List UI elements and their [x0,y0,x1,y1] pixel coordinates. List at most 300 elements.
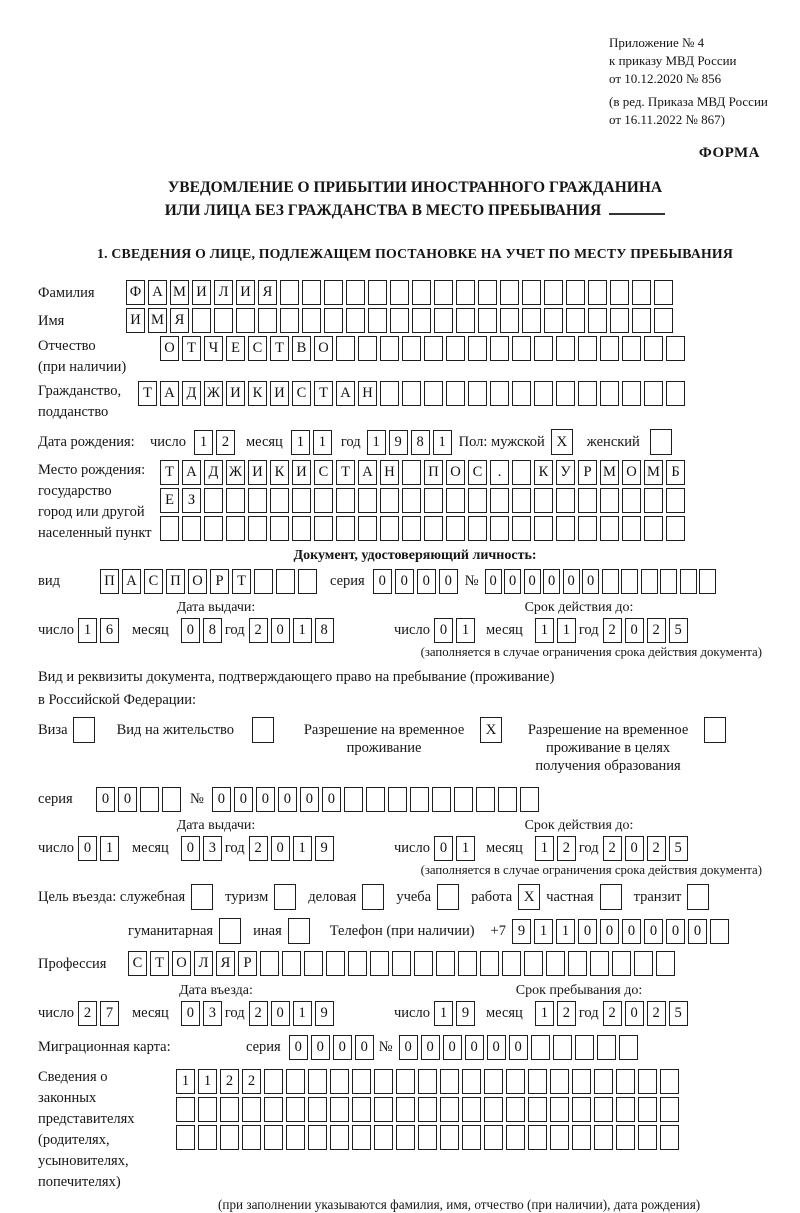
char-cell[interactable]: 5 [669,618,688,643]
char-cell[interactable]: 1 [176,1069,195,1094]
char-cell[interactable]: 3 [203,1001,222,1026]
char-cell[interactable] [520,787,539,812]
char-cell[interactable]: А [182,460,201,485]
char-cell[interactable]: 2 [603,836,622,861]
char-cell[interactable] [352,1069,371,1094]
char-cell[interactable] [500,280,519,305]
purpose-humanitarian-checkbox[interactable] [219,918,241,944]
char-cell[interactable] [374,1097,393,1122]
char-cell[interactable] [512,381,531,406]
char-cell[interactable]: Ж [204,381,223,406]
char-cell[interactable] [286,1069,305,1094]
char-cell[interactable] [402,516,421,541]
char-cell[interactable]: 0 [96,787,115,812]
char-cell[interactable] [292,488,311,513]
char-cell[interactable] [308,1125,327,1150]
char-cell[interactable]: Ж [226,460,245,485]
char-cell[interactable]: О [446,460,465,485]
char-cell[interactable]: Б [666,460,685,485]
char-cell[interactable]: 0 [212,787,231,812]
char-cell[interactable]: 0 [256,787,275,812]
char-cell[interactable]: 2 [249,618,268,643]
char-cell[interactable] [418,1125,437,1150]
char-cell[interactable]: С [128,951,147,976]
char-cell[interactable]: 9 [512,919,531,944]
char-cell[interactable] [468,381,487,406]
char-cell[interactable] [204,488,223,513]
char-cell[interactable] [644,381,663,406]
char-cell[interactable] [594,1069,613,1094]
char-cell[interactable]: И [292,460,311,485]
char-cell[interactable] [512,460,531,485]
char-cell[interactable]: Т [182,336,201,361]
char-cell[interactable] [556,516,575,541]
char-cell[interactable] [418,1097,437,1122]
char-cell[interactable]: Я [258,280,277,305]
char-cell[interactable] [280,280,299,305]
char-cell[interactable] [588,308,607,333]
char-cell[interactable] [374,1125,393,1150]
char-cell[interactable]: 1 [293,836,312,861]
char-cell[interactable]: И [192,280,211,305]
char-cell[interactable]: Т [336,460,355,485]
char-cell[interactable] [572,1125,591,1150]
char-cell[interactable] [264,1125,283,1150]
char-cell[interactable] [468,488,487,513]
char-cell[interactable]: 0 [625,618,644,643]
char-cell[interactable] [622,336,641,361]
char-cell[interactable]: 0 [355,1035,374,1060]
char-cell[interactable]: . [490,460,509,485]
char-cell[interactable] [612,951,631,976]
char-cell[interactable]: У [556,460,575,485]
char-cell[interactable]: 8 [411,430,430,455]
char-cell[interactable]: 0 [543,569,560,594]
char-cell[interactable]: С [144,569,163,594]
purpose-transit-checkbox[interactable] [687,884,709,910]
char-cell[interactable] [432,787,451,812]
char-cell[interactable] [654,308,673,333]
char-cell[interactable] [314,488,333,513]
char-cell[interactable] [302,280,321,305]
char-cell[interactable] [402,381,421,406]
char-cell[interactable] [358,488,377,513]
char-cell[interactable] [566,280,585,305]
char-cell[interactable]: К [534,460,553,485]
char-cell[interactable] [286,1125,305,1150]
char-cell[interactable]: А [358,460,377,485]
char-cell[interactable] [418,1069,437,1094]
char-cell[interactable]: И [126,308,145,333]
char-cell[interactable] [436,951,455,976]
char-cell[interactable] [458,951,477,976]
char-cell[interactable]: 9 [315,1001,334,1026]
char-cell[interactable]: 2 [557,1001,576,1026]
char-cell[interactable] [590,951,609,976]
char-cell[interactable]: 1 [198,1069,217,1094]
char-cell[interactable] [632,280,651,305]
char-cell[interactable] [490,516,509,541]
char-cell[interactable]: 0 [465,1035,484,1060]
char-cell[interactable] [600,488,619,513]
char-cell[interactable]: 0 [322,787,341,812]
char-cell[interactable] [478,308,497,333]
char-cell[interactable] [402,460,421,485]
char-cell[interactable]: М [644,460,663,485]
char-cell[interactable] [302,308,321,333]
char-cell[interactable] [512,516,531,541]
char-cell[interactable] [424,381,443,406]
char-cell[interactable] [392,951,411,976]
char-cell[interactable] [292,516,311,541]
char-cell[interactable]: М [600,460,619,485]
char-cell[interactable]: 0 [181,1001,200,1026]
char-cell[interactable]: Р [238,951,257,976]
char-cell[interactable] [220,1097,239,1122]
char-cell[interactable] [610,280,629,305]
char-cell[interactable] [182,516,201,541]
char-cell[interactable] [600,336,619,361]
char-cell[interactable] [454,787,473,812]
char-cell[interactable]: Т [314,381,333,406]
char-cell[interactable]: 2 [603,1001,622,1026]
char-cell[interactable] [654,280,673,305]
char-cell[interactable]: 0 [311,1035,330,1060]
char-cell[interactable]: 1 [100,836,119,861]
purpose-private-checkbox[interactable] [600,884,622,910]
char-cell[interactable]: 0 [434,618,453,643]
visa-checkbox[interactable] [73,717,95,743]
char-cell[interactable] [528,1097,547,1122]
char-cell[interactable] [476,787,495,812]
char-cell[interactable] [524,951,543,976]
char-cell[interactable] [140,787,159,812]
char-cell[interactable] [270,488,289,513]
char-cell[interactable]: 0 [271,618,290,643]
purpose-other-checkbox[interactable] [288,918,310,944]
char-cell[interactable]: 9 [456,1001,475,1026]
char-cell[interactable] [282,951,301,976]
sex-male-checkbox[interactable]: X [551,429,573,455]
char-cell[interactable]: 2 [249,1001,268,1026]
char-cell[interactable]: О [160,336,179,361]
char-cell[interactable]: 0 [443,1035,462,1060]
char-cell[interactable] [220,1125,239,1150]
char-cell[interactable] [176,1125,195,1150]
char-cell[interactable] [446,516,465,541]
char-cell[interactable] [176,1097,195,1122]
char-cell[interactable] [330,1069,349,1094]
char-cell[interactable] [710,919,729,944]
char-cell[interactable]: 0 [434,836,453,861]
char-cell[interactable] [402,336,421,361]
char-cell[interactable] [498,787,517,812]
char-cell[interactable] [594,1125,613,1150]
char-cell[interactable]: 1 [293,618,312,643]
char-cell[interactable] [264,1097,283,1122]
char-cell[interactable]: З [182,488,201,513]
char-cell[interactable]: А [336,381,355,406]
char-cell[interactable] [242,1097,261,1122]
char-cell[interactable] [594,1097,613,1122]
char-cell[interactable] [242,1125,261,1150]
char-cell[interactable]: П [166,569,185,594]
char-cell[interactable] [512,488,531,513]
char-cell[interactable] [578,488,597,513]
char-cell[interactable] [352,1125,371,1150]
char-cell[interactable] [330,1097,349,1122]
char-cell[interactable]: 0 [78,836,97,861]
char-cell[interactable]: 2 [603,618,622,643]
char-cell[interactable] [588,280,607,305]
char-cell[interactable] [440,1097,459,1122]
char-cell[interactable] [198,1125,217,1150]
residence-permit-checkbox[interactable] [252,717,274,743]
char-cell[interactable] [226,516,245,541]
char-cell[interactable]: 1 [535,1001,554,1026]
char-cell[interactable] [254,569,273,594]
char-cell[interactable] [308,1097,327,1122]
char-cell[interactable] [666,381,685,406]
char-cell[interactable] [368,280,387,305]
char-cell[interactable] [534,336,553,361]
char-cell[interactable] [660,1097,679,1122]
char-cell[interactable] [641,569,658,594]
char-cell[interactable] [462,1069,481,1094]
char-cell[interactable]: 2 [249,836,268,861]
char-cell[interactable]: 0 [688,919,707,944]
char-cell[interactable]: 0 [289,1035,308,1060]
char-cell[interactable]: Н [358,381,377,406]
char-cell[interactable] [314,516,333,541]
char-cell[interactable]: С [468,460,487,485]
char-cell[interactable] [440,1125,459,1150]
purpose-tourism-checkbox[interactable] [274,884,296,910]
char-cell[interactable] [434,280,453,305]
char-cell[interactable] [248,488,267,513]
char-cell[interactable]: К [248,381,267,406]
char-cell[interactable] [326,951,345,976]
char-cell[interactable]: И [226,381,245,406]
char-cell[interactable]: 8 [203,618,222,643]
char-cell[interactable]: О [622,460,641,485]
char-cell[interactable]: Е [160,488,179,513]
char-cell[interactable] [480,951,499,976]
char-cell[interactable]: О [314,336,333,361]
char-cell[interactable] [346,308,365,333]
char-cell[interactable]: О [172,951,191,976]
char-cell[interactable] [410,787,429,812]
char-cell[interactable] [358,516,377,541]
char-cell[interactable] [578,516,597,541]
char-cell[interactable]: С [248,336,267,361]
temp-residence-checkbox[interactable]: X [480,717,502,743]
char-cell[interactable]: Н [380,460,399,485]
char-cell[interactable]: 7 [100,1001,119,1026]
char-cell[interactable]: 0 [333,1035,352,1060]
char-cell[interactable]: 1 [557,618,576,643]
char-cell[interactable]: 0 [300,787,319,812]
char-cell[interactable]: 0 [271,1001,290,1026]
char-cell[interactable] [358,336,377,361]
char-cell[interactable] [638,1125,657,1150]
char-cell[interactable]: 2 [557,836,576,861]
char-cell[interactable] [214,308,233,333]
char-cell[interactable] [324,308,343,333]
char-cell[interactable] [550,1069,569,1094]
char-cell[interactable]: 1 [456,836,475,861]
char-cell[interactable] [440,1069,459,1094]
char-cell[interactable] [616,1125,635,1150]
char-cell[interactable] [248,516,267,541]
char-cell[interactable] [534,516,553,541]
char-cell[interactable] [446,336,465,361]
sex-female-checkbox[interactable] [650,429,672,455]
char-cell[interactable] [656,951,675,976]
char-cell[interactable]: 0 [485,569,502,594]
char-cell[interactable]: 0 [524,569,541,594]
char-cell[interactable] [660,569,677,594]
char-cell[interactable] [556,381,575,406]
char-cell[interactable] [506,1097,525,1122]
char-cell[interactable] [424,336,443,361]
char-cell[interactable]: 1 [456,618,475,643]
char-cell[interactable]: 2 [647,836,666,861]
char-cell[interactable] [336,336,355,361]
char-cell[interactable] [553,1035,572,1060]
char-cell[interactable] [402,488,421,513]
char-cell[interactable] [344,787,363,812]
char-cell[interactable] [424,516,443,541]
char-cell[interactable] [544,280,563,305]
char-cell[interactable]: И [270,381,289,406]
char-cell[interactable]: Т [232,569,251,594]
char-cell[interactable] [446,381,465,406]
char-cell[interactable] [280,308,299,333]
char-cell[interactable] [644,336,663,361]
char-cell[interactable]: 5 [669,836,688,861]
char-cell[interactable]: П [100,569,119,594]
char-cell[interactable] [597,1035,616,1060]
char-cell[interactable]: Я [216,951,235,976]
char-cell[interactable] [534,488,553,513]
char-cell[interactable]: 0 [578,919,597,944]
char-cell[interactable] [531,1035,550,1060]
char-cell[interactable]: 1 [293,1001,312,1026]
char-cell[interactable]: Л [214,280,233,305]
char-cell[interactable]: Т [270,336,289,361]
char-cell[interactable]: М [170,280,189,305]
purpose-study-checkbox[interactable] [437,884,459,910]
char-cell[interactable]: С [292,381,311,406]
char-cell[interactable]: 0 [421,1035,440,1060]
char-cell[interactable] [556,488,575,513]
char-cell[interactable]: 1 [78,618,97,643]
char-cell[interactable] [638,1097,657,1122]
char-cell[interactable]: Ч [204,336,223,361]
char-cell[interactable]: 0 [563,569,580,594]
char-cell[interactable] [550,1125,569,1150]
char-cell[interactable] [462,1097,481,1122]
char-cell[interactable] [638,1069,657,1094]
char-cell[interactable]: Д [204,460,223,485]
char-cell[interactable] [660,1125,679,1150]
char-cell[interactable]: 0 [487,1035,506,1060]
char-cell[interactable] [660,1069,679,1094]
char-cell[interactable] [236,308,255,333]
char-cell[interactable]: К [270,460,289,485]
char-cell[interactable]: М [148,308,167,333]
char-cell[interactable]: С [314,460,333,485]
char-cell[interactable] [414,951,433,976]
char-cell[interactable]: 1 [291,430,310,455]
char-cell[interactable] [346,280,365,305]
char-cell[interactable]: 1 [194,430,213,455]
char-cell[interactable] [522,280,541,305]
char-cell[interactable] [330,1125,349,1150]
char-cell[interactable] [490,336,509,361]
char-cell[interactable] [380,516,399,541]
char-cell[interactable] [622,488,641,513]
char-cell[interactable]: 0 [395,569,414,594]
char-cell[interactable]: 2 [647,1001,666,1026]
char-cell[interactable] [634,951,653,976]
char-cell[interactable]: 0 [625,1001,644,1026]
char-cell[interactable]: 1 [556,919,575,944]
char-cell[interactable] [298,569,317,594]
char-cell[interactable]: 0 [504,569,521,594]
char-cell[interactable] [336,488,355,513]
char-cell[interactable]: 2 [242,1069,261,1094]
char-cell[interactable] [622,516,641,541]
char-cell[interactable]: 8 [315,618,334,643]
char-cell[interactable] [276,569,295,594]
char-cell[interactable]: 2 [220,1069,239,1094]
char-cell[interactable]: 1 [535,618,554,643]
char-cell[interactable] [550,1097,569,1122]
char-cell[interactable] [528,1125,547,1150]
char-cell[interactable]: 2 [647,618,666,643]
char-cell[interactable] [258,308,277,333]
char-cell[interactable]: 0 [373,569,392,594]
char-cell[interactable] [610,308,629,333]
char-cell[interactable] [578,381,597,406]
char-cell[interactable] [260,951,279,976]
char-cell[interactable] [368,308,387,333]
char-cell[interactable]: 0 [181,836,200,861]
purpose-business-checkbox[interactable] [362,884,384,910]
char-cell[interactable]: 0 [234,787,253,812]
char-cell[interactable]: 0 [666,919,685,944]
char-cell[interactable] [412,280,431,305]
char-cell[interactable] [506,1069,525,1094]
char-cell[interactable] [578,336,597,361]
char-cell[interactable]: 0 [417,569,436,594]
char-cell[interactable] [666,516,685,541]
char-cell[interactable] [534,381,553,406]
char-cell[interactable] [446,488,465,513]
char-cell[interactable] [621,569,638,594]
char-cell[interactable] [456,308,475,333]
char-cell[interactable]: А [148,280,167,305]
char-cell[interactable]: Т [138,381,157,406]
char-cell[interactable]: 9 [389,430,408,455]
char-cell[interactable] [308,1069,327,1094]
char-cell[interactable]: 3 [203,836,222,861]
char-cell[interactable] [522,308,541,333]
char-cell[interactable] [396,1125,415,1150]
char-cell[interactable]: О [188,569,207,594]
